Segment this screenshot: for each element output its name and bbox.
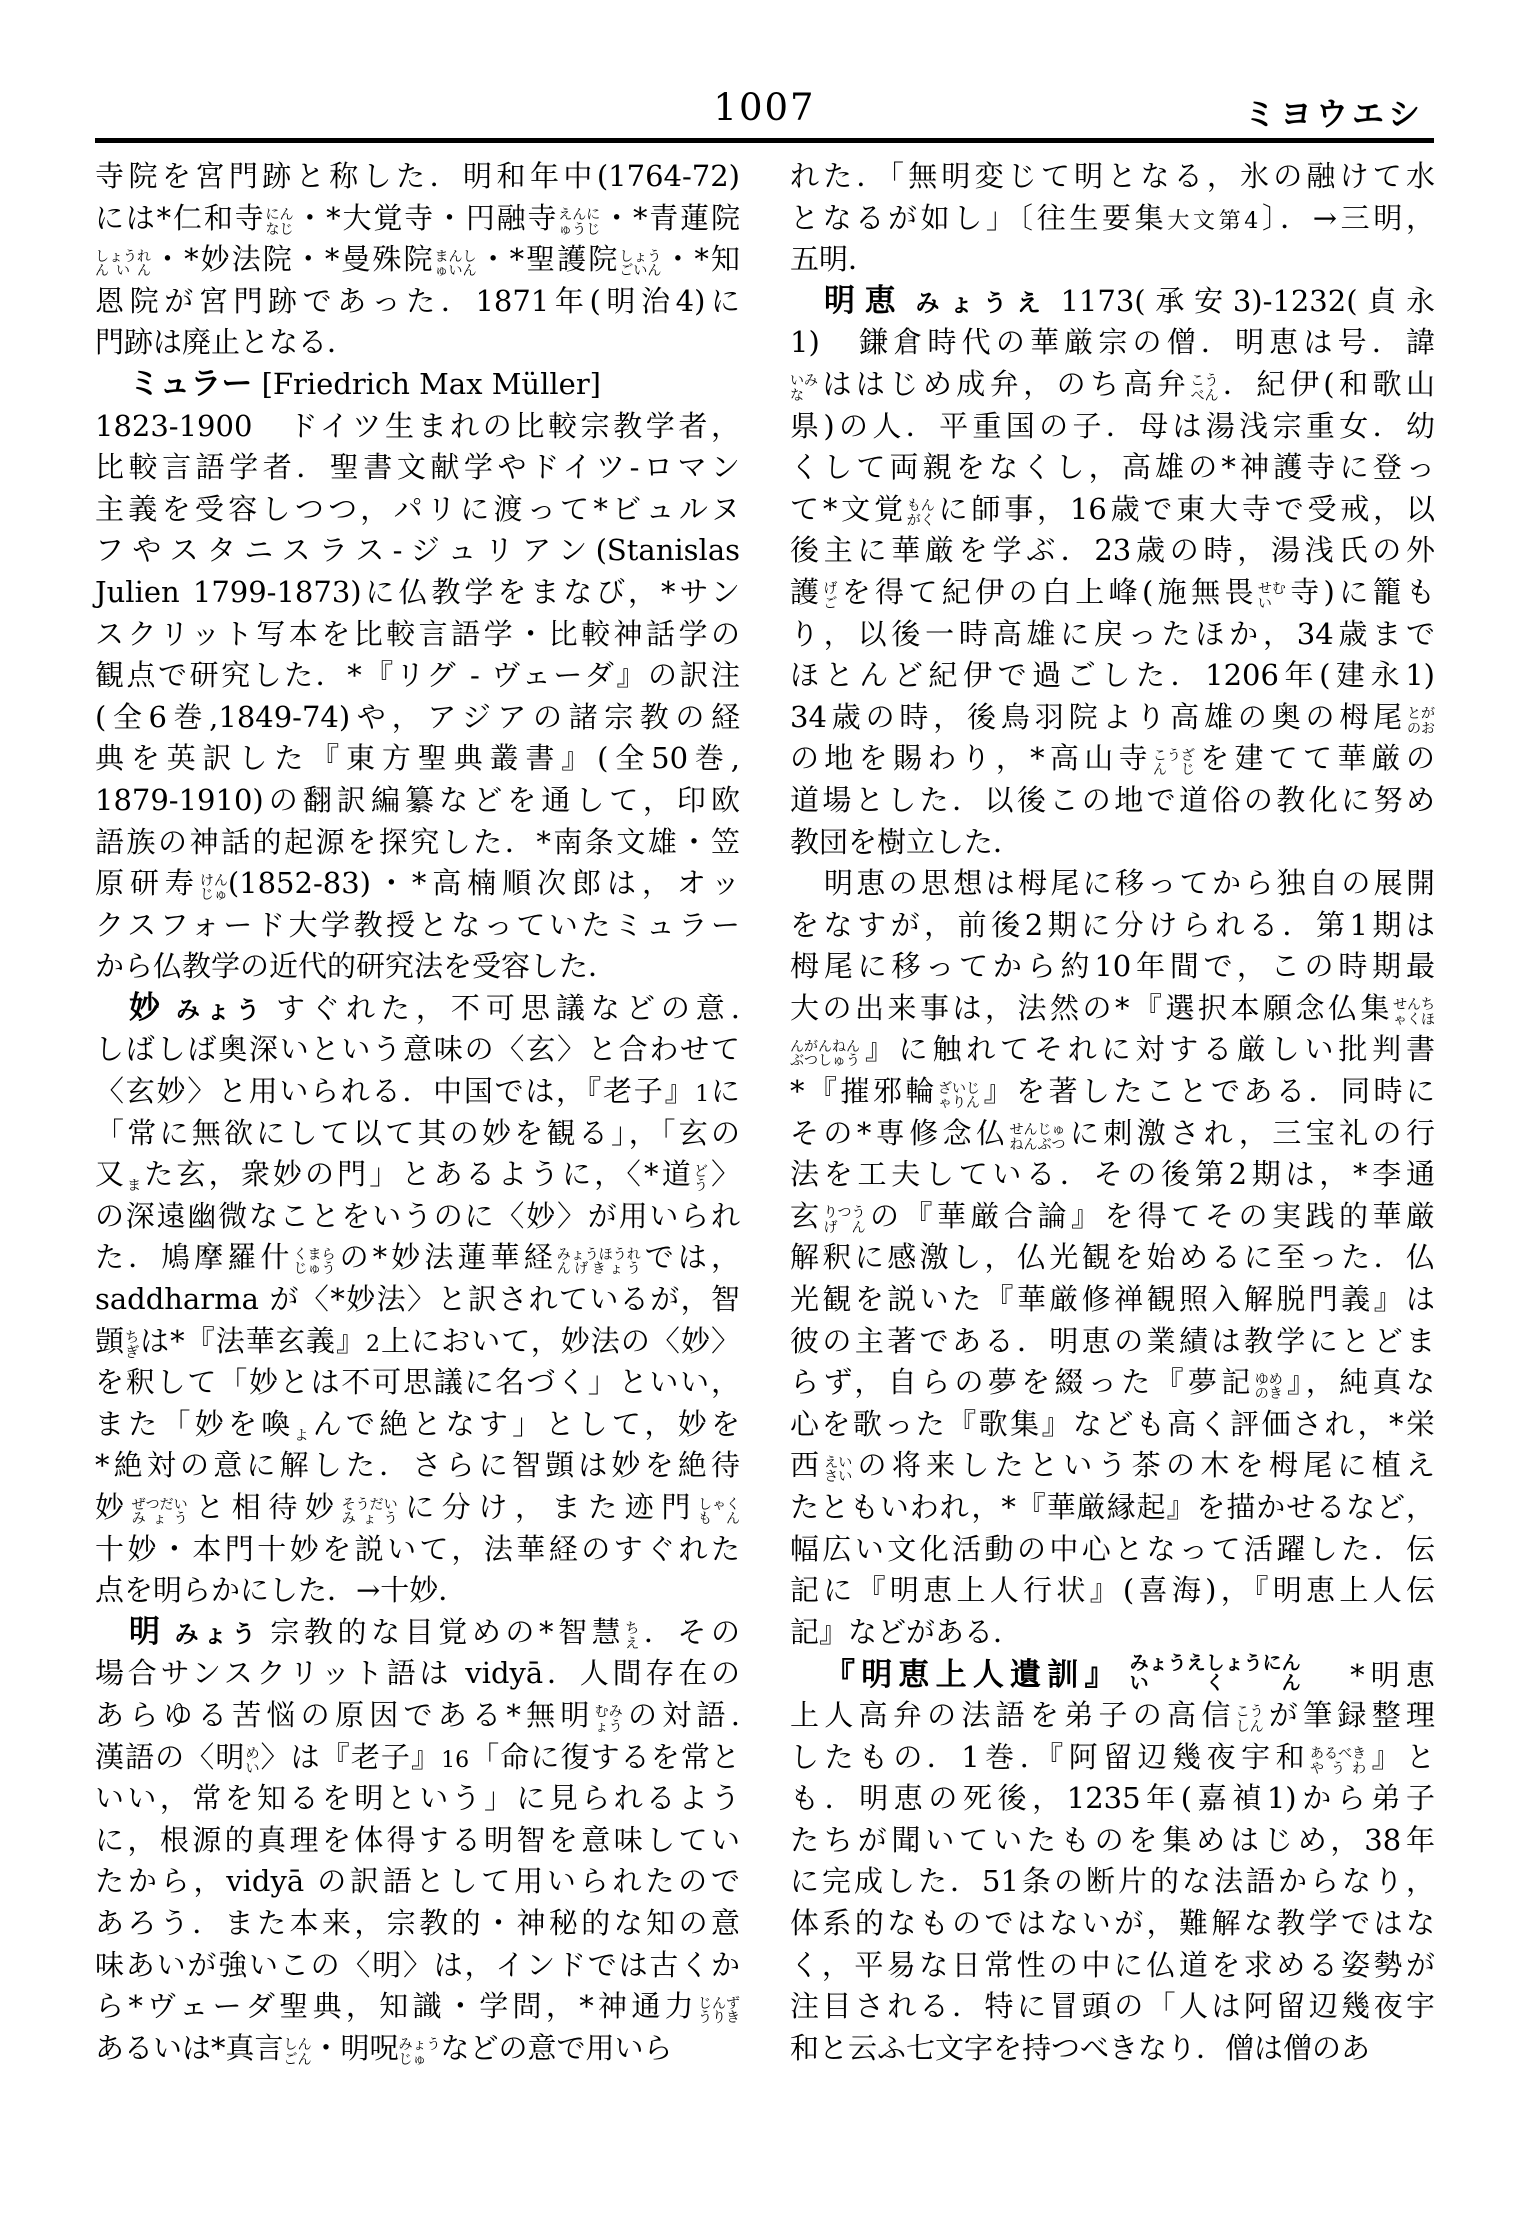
text-line [95,1903,740,1945]
text-line [790,1445,1435,1487]
text-segment: 西 [790,1448,825,1483]
text-line [790,1404,1435,1446]
furigana: こうざ んじ [1152,747,1195,779]
text-line [95,905,740,947]
text-segment: 点を明らかにした．→十妙． [95,1573,468,1608]
text-line [790,697,1435,739]
text-segment: くして両親をなくし，高雄の*神護寺に登っ [790,450,1435,485]
text-segment: 幅広い文化活動の中心となって活躍した．伝 [790,1531,1435,1566]
text-segment: 観点で研究した．*『リグ - ヴェーダ』の訳注 [95,658,740,693]
text-segment: 1823-1900 ドイツ生まれの比較宗教学者， [95,408,740,443]
furigana: ち え [625,1621,640,1652]
text-segment: 典を英訳した『東方聖典叢書』(全50巻, [95,741,740,776]
furigana: せむ い [1257,581,1286,612]
text-segment: などの意で用いら [440,2030,673,2065]
text-segment: は*『法華玄義』 [139,1323,366,1358]
text-segment: 妙 [129,989,166,1026]
text-segment: 場合サンスクリット語は vidyā．人間存在の [95,1656,740,1691]
furigana: ざいじ ゃりん [938,1080,980,1112]
furigana: こう べん [1190,373,1219,404]
text-line [95,239,740,281]
text-line [790,1570,1435,1612]
text-line [95,1029,740,1071]
text-line [95,738,740,780]
column-left [95,156,740,2069]
furigana: しょうれ んいん [95,248,151,280]
text-segment: 解釈に感激し，仏光観を始めるに至った．仏 [790,1240,1435,1275]
text-line [95,1404,740,1446]
text-line [95,1945,740,1987]
text-line [95,447,740,489]
text-line [95,530,740,572]
text-line [790,780,1435,822]
furigana: えい さい [824,1454,853,1486]
text-segment: に [709,1074,740,1109]
text-segment: を得て紀伊の白上峰(施無畏 [837,574,1258,609]
text-line [790,239,1435,281]
text-segment: したもの．1巻.『阿留辺幾夜宇和 [790,1739,1311,1774]
text-line [95,1820,740,1862]
furigana: こう しん [1235,1704,1264,1735]
text-line [790,1071,1435,1113]
text-line [790,1945,1435,1987]
text-segment: 教団を樹立した． [790,824,1023,859]
text-segment: 明恵 [824,282,906,319]
text-segment: 県)の人．平重国の子．母は湯浅宗重女．幼 [790,408,1435,443]
text-line [790,489,1435,531]
text-segment: 「命に復するを常と [469,1739,740,1774]
text-segment: に完成した．51条の断片的な法語からなり， [790,1864,1435,1899]
text-line [95,988,740,1030]
text-segment: 漢語の〈明 [95,1739,246,1774]
text-segment: 宗教的な目覚めの*智慧 [270,1614,626,1649]
text-segment: の*妙法蓮華経 [335,1240,557,1275]
text-line [790,1029,1435,1071]
text-segment: の対語. [622,1697,740,1732]
furigana: んがんねん ぶつしゅう [790,1038,860,1070]
text-line [790,1362,1435,1404]
text-segment: の地を賜わり，*高山寺 [790,741,1153,776]
text-segment: (全6巻,1849-74)や，アジアの諸宗教の経 [95,699,740,734]
furigana: よ [294,1427,309,1444]
text-segment: 1) 鎌倉時代の華厳宗の僧．明恵は号．諱 [790,325,1435,360]
text-line [790,1487,1435,1529]
text-line [95,1861,740,1903]
text-segment: 道場とした．以後この地で道俗の教化に努め [790,782,1435,817]
text-segment: 寺)に籠も [1285,574,1435,609]
furigana: ま [127,1178,142,1195]
text-segment: みょうえ [915,288,1051,317]
text-line [790,1737,1435,1779]
text-segment: り，以後一時高雄に戻ったほか，34歳まで [790,616,1435,651]
text-line [95,198,740,240]
text-line [95,489,740,531]
text-line [95,614,740,656]
text-segment: 恩院が宮門跡であった．1871年(明治4)に [95,283,740,318]
text-line [95,1737,740,1779]
text-line [790,1279,1435,1321]
text-line [790,406,1435,448]
text-line [790,364,1435,406]
text-segment: 』と [1366,1739,1435,1774]
text-segment: ・*青蓮院 [600,200,740,235]
text-segment: みょう [174,1619,261,1648]
text-line [790,1820,1435,1862]
page-header [95,86,1434,133]
text-line [95,946,740,988]
text-segment: の将来したという茶の木を栂尾に植え [852,1448,1435,1483]
text-line [790,322,1435,364]
text-line [790,447,1435,489]
text-segment: ミュラー [129,365,253,402]
furigana: しん ごん [283,2037,312,2068]
furigana: みょうほうれ んげきょう [556,1246,641,1278]
furigana: しゃく もん [697,1496,740,1527]
furigana: みょうえしょうにん いくん [1129,1652,1301,1695]
text-line [790,1778,1435,1820]
text-segment: saddharma が〈*妙法〉と訳されているが，智 [95,1282,740,1317]
guide-word: ミヨウエシ [1243,95,1424,133]
text-line [95,1778,740,1820]
text-segment: 2 [366,1331,380,1357]
furigana: むみ ょう [594,1704,623,1735]
text-line [790,655,1435,697]
text-segment: を建てて華厳の [1194,741,1435,776]
text-segment: 十妙・本門十妙を説いて，法華経のすぐれた [95,1531,740,1566]
text-segment: ．その [639,1614,740,1649]
furigana: ち ぎ [125,1330,140,1361]
text-segment: [Friedrich Max Müller] [252,366,601,401]
furigana: りつう げん [823,1205,866,1236]
text-segment: ほとんど紀伊で過ごした．1206年(建永1) [790,658,1435,693]
text-line [95,281,740,323]
text-segment: 五明． [790,242,878,277]
furigana: しょう ごいん [619,248,662,280]
text-line [790,1237,1435,1279]
text-line [790,281,1435,323]
furigana: ぜつだい みょう [131,1496,188,1527]
text-segment: 明恵の思想は栂尾に移ってから独自の展開 [824,866,1435,901]
text-line [95,655,740,697]
furigana: まんし ゅいん [434,248,477,280]
text-segment: 記に『明恵上人行状』(喜海)，『明恵上人伝 [790,1573,1435,1608]
text-line [790,1529,1435,1571]
text-line [790,1113,1435,1155]
furigana: けん じゅ [199,872,228,904]
text-line [95,1612,740,1654]
text-segment: ・*大覚寺・円融寺 [293,200,559,235]
text-segment: には*仁和寺 [95,200,266,235]
text-line [95,1279,740,1321]
text-segment: れた．「無明変じて明となる，氷の融けて水 [790,159,1435,193]
text-line [790,905,1435,947]
text-segment: (1852-83)・*高楠順次郎は，オッ [227,866,740,901]
text-line [95,572,740,614]
text-segment: となるが如し」〔往生要集 [790,200,1168,235]
text-line [790,1612,1435,1654]
text-segment: に，根源的真理を体得する明智を意味してい [95,1822,740,1857]
text-segment: 1173(承安3)-1232(貞永 [1060,283,1436,318]
text-line [95,322,740,364]
furigana: せんじゅ ねんぶつ [1009,1122,1066,1153]
furigana: せんち ゃくほ [1393,997,1435,1028]
text-segment: 1 [695,1082,710,1108]
furigana: ど う [693,1163,708,1195]
text-segment: 栂尾に移ってから約10年間で，この時期最 [790,949,1435,984]
furigana: じんず うりき [698,1995,740,2027]
text-segment: 「常に無欲にして以て其の妙を観る」，「玄の [95,1115,740,1150]
furigana: にん なじ [265,207,294,238]
text-segment: た．鳩摩羅什 [95,1240,294,1275]
text-segment: 妙 [95,1490,132,1524]
text-segment: その*専修念仏 [790,1115,1010,1150]
text-line [95,156,740,198]
text-segment: 大の出来事は，法然の*『選択本願念仏集 [790,990,1393,1025]
text-line [790,988,1435,1030]
text-line [95,1113,740,1155]
text-line [790,614,1435,656]
text-segment: たちが聞いていたものを集めはじめ，38年 [790,1822,1435,1857]
text-line [95,1487,740,1529]
text-line [95,822,740,864]
text-line [95,1237,740,1279]
text-segment: 原研寿 [95,866,200,901]
text-segment: 後主に華厳を学ぶ．23歳の時，湯浅氏の外 [790,533,1435,568]
text-segment: を釈して「妙とは不可思議に名づく」といい， [95,1365,740,1400]
text-line [95,1071,740,1113]
text-line [95,406,740,448]
text-segment: 寺院を宮門跡と称した．明和年中(1764-72) [95,159,740,193]
text-line [790,1154,1435,1196]
text-segment: 又 [95,1157,128,1192]
text-line [790,2028,1435,2070]
text-line [790,1196,1435,1238]
text-segment: では， [640,1240,740,1275]
header-rule [95,138,1434,143]
text-segment: 34歳の時，後鳥羽院より高雄の奥の栂尾 [790,699,1407,734]
text-segment: 16 [441,1747,470,1773]
text-segment: 〉 [707,1157,740,1192]
text-line [790,1695,1435,1737]
text-segment: 記』などがある． [790,1614,1023,1649]
text-segment: あろう．また本来，宗教的・神秘的な知の意 [95,1905,740,1940]
text-segment: 顗 [95,1323,126,1358]
text-segment: 『明恵上人遺訓』 [824,1657,1122,1694]
text-segment: らず，自らの夢を綴った『夢記 [790,1365,1255,1400]
text-segment: すぐれた，不可思議などの意. [275,990,741,1025]
text-segment: 上において，妙法の〈妙〉 [380,1323,740,1358]
text-line [95,2028,740,2070]
text-line [95,1321,740,1363]
text-segment: ら*ヴェーダ聖典，知識・学問，*神通力 [95,1989,698,2024]
text-line [95,697,740,739]
text-segment: 玄 [790,1198,824,1233]
text-segment: 1879-1910)の翻訳編纂などを通して，印欧 [95,782,740,817]
text-segment: *絶対の意に解した．さらに智顗は妙を絶待 [95,1448,740,1483]
furigana: もん がく [906,498,935,529]
text-segment: 〕．→三明， [1258,200,1435,235]
furigana: げ ご [823,581,838,612]
text-segment: に分け，また迹門 [397,1490,698,1524]
text-line [790,530,1435,572]
furigana: えんに ゅうじ [558,207,601,238]
text-segment: 主義を受容しつつ，パリに渡って*ビュルヌ [95,491,740,526]
text-segment: 比較言語学者．聖書文献学やドイツ-ロマン [95,450,740,485]
text-segment: みょう [176,995,266,1024]
text-line [95,863,740,905]
text-segment: 上人高弁の法語を弟子の高信 [790,1697,1236,1732]
furigana: とが のお [1407,706,1435,737]
text-segment: あるいは*真言 [95,2030,284,2065]
text-segment: ・明呪 [311,2030,399,2065]
text-line [95,1986,740,2028]
text-line [95,1695,740,1737]
text-segment: 』を著したことである．同時に [980,1074,1435,1109]
text-segment: て*文覚 [790,491,907,526]
text-line [95,1653,740,1695]
text-segment: に師事，16歳で東大寺で受戒，以 [934,491,1435,526]
furigana: め い [245,1746,260,1777]
text-segment: が筆録整理 [1263,1697,1435,1732]
text-segment: 護 [790,574,824,609]
text-segment: 心を歌った『歌集』なども高く評価され，*栄 [790,1406,1435,1441]
text-segment: 〈玄妙〉と用いられる．中国では，『老子』 [95,1074,696,1109]
text-line [790,1903,1435,1945]
text-segment: ．紀伊(和歌山 [1218,366,1435,401]
text-segment: スクリット写本を比較言語学・比較神話学の [95,616,740,651]
text-segment: ・*聖護院 [476,242,620,277]
text-line [790,1321,1435,1363]
text-segment: たから，vidyā の訳語として用いられたので [95,1864,740,1899]
text-segment: んで絶となす」として，妙を [308,1406,740,1441]
text-segment: *明恵 [1308,1658,1435,1693]
text-line [790,1653,1435,1695]
text-segment: 体系的なものではないが，難解な教学ではな [790,1905,1435,1940]
text-segment: 味あいが強いこの〈明〉は，インドでは古くか [95,1947,740,1982]
text-segment: また「妙を喚 [95,1406,295,1441]
text-segment: フやスタニスラス-ジュリアン(Stanislas [95,533,740,568]
furigana: そうだい みょう [341,1496,398,1527]
text-line [95,1362,740,1404]
text-line [95,364,740,406]
text-segment: も．明恵の死後，1235年(嘉禎1)から弟子 [790,1781,1435,1816]
text-segment: をなすが，前後2期に分けられる．第1期は [790,907,1435,942]
text-segment: 』に触れてそれに対する厳しい批判書 [860,1032,1435,1067]
text-segment: いい，常を知るを明という」に見られるよう [95,1781,740,1816]
text-line [790,572,1435,614]
text-segment: ・*知 [661,242,740,277]
furigana: いみ な [790,373,818,404]
text-line [790,198,1435,240]
text-line [790,156,1435,198]
text-segment: に刺激され，三宝礼の行 [1065,1115,1435,1150]
text-segment: 』，純真な [1282,1365,1435,1400]
text-segment: く，平易な日常性の中に仏道を求める姿勢が [790,1947,1435,1982]
text-segment: ・*妙法院・*曼殊院 [151,242,435,277]
column-right [790,156,1435,2069]
furigana: あるべき やうわ [1310,1746,1367,1777]
text-segment: Julien 1799-1873)に仏教学をまなび，*サン [95,574,740,609]
text-line [790,738,1435,780]
text-segment: から仏教学の近代的研究法を受容した． [95,949,618,984]
text-line [790,946,1435,988]
text-line [95,1445,740,1487]
text-segment: 大文第4 [1167,208,1259,234]
text-line [95,780,740,822]
text-line [95,1196,740,1238]
text-segment: 門跡は廃止となる． [95,325,357,360]
furigana: ゆめ のき [1254,1371,1283,1403]
text-segment: ははじめ成弁，のち高弁 [818,366,1191,401]
text-line [95,1529,740,1571]
text-line [95,1154,740,1196]
text-segment: 語族の神話的起源を探究した．*南条文雄・笠 [95,824,740,859]
text-segment: あらゆる苦悩の原因である*無明 [95,1697,595,1732]
text-segment: たともいわれ，*『華厳縁起』を描かせるなど， [790,1490,1435,1524]
text-line [790,1986,1435,2028]
text-segment: と相待妙 [187,1490,342,1524]
text-segment: 法を工夫している．その後第2期は，*李通 [790,1157,1435,1192]
furigana: くまら じゅう [293,1246,336,1278]
text-segment: しばしば奥深いという意味の〈玄〉と合わせて [95,1032,740,1067]
text-segment: た玄，衆妙の門」とあるように，〈*道 [141,1157,694,1192]
page-number: 1007 [713,86,816,129]
furigana: みょう じゅ [398,2037,441,2068]
text-columns [95,156,1435,2069]
text-segment: クスフォード大学教授となっていたミュラー [95,907,740,942]
text-segment: 光観を説いた『華厳修禅観照入解脱門義』は [790,1282,1435,1317]
text-segment: 注目される．特に冒頭の「人は阿留辺幾夜宇 [790,1989,1435,2024]
text-segment: の深遠幽微なことをいうのに〈妙〉が用いられ [95,1198,740,1233]
text-line [790,1861,1435,1903]
text-segment: 彼の主著である．明恵の業績は教学にとどま [790,1323,1435,1358]
text-segment: 〉は『老子』 [259,1739,442,1774]
text-segment: の『華厳合論』を得てその実践的華厳 [865,1198,1435,1233]
text-line [790,822,1435,864]
text-segment: 和と云ふ七文字を持つべきなり．僧は僧のあ [790,2030,1371,2065]
text-line [95,1570,740,1612]
text-line [790,863,1435,905]
text-segment: 明 [129,1613,165,1650]
text-segment: *『摧邪輪 [790,1074,938,1109]
